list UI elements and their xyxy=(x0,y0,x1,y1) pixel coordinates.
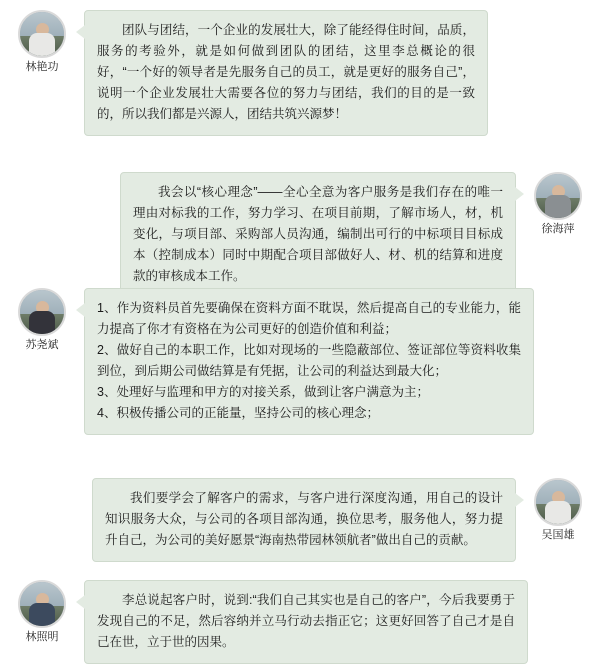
message-row xyxy=(14,580,528,664)
avatar-body xyxy=(29,33,55,57)
speaker-name: 林照明 xyxy=(25,631,59,643)
bubble-tail xyxy=(515,493,524,507)
bubble-tail xyxy=(76,303,85,317)
bubble-tail xyxy=(515,187,524,201)
message-text: 4、积极传播公司的正能量，坚持公司的核心理念； xyxy=(97,406,379,420)
avatar-body xyxy=(29,603,55,627)
message-text: 李总说起客户时，说到:“我们自己其实也是自己的客户”，今后我要勇于发现自己的不足，然后容纳并立马行动去指正它；这更好回答了自己才是自己在世，立于世的因果。 xyxy=(97,593,515,649)
message-bubble xyxy=(84,288,534,435)
speaker xyxy=(14,288,70,352)
message-bubble xyxy=(84,10,488,136)
speaker xyxy=(530,478,586,542)
message-row xyxy=(92,478,586,562)
message-text: 团队与团结，一个企业的发展壮大，除了能经得住时间，品质，服务的考验外，就是如何做到团队的团结，这里李总概论的很好，“一个好的领导者是先服务自己的员工，就是更好的服务自己”，说明一个企业发展壮大需要各位的努力与团结，我们的目的是一致的，所以我们都是兴源人，团结共筑兴源梦！ xyxy=(97,23,475,121)
message-text: 我们要学会了解客户的需求，与客户进行深度沟通，用自己的设计知识服务大众，与公司的各项目部沟通，换位思考，服务他人，努力提升自己，为公司的美好愿景“海南热带园林领航者”做出自己的贡献。 xyxy=(105,491,503,547)
avatar-body xyxy=(545,501,571,525)
speaker xyxy=(530,172,586,236)
message-row xyxy=(120,172,586,298)
avatar-body xyxy=(29,311,55,335)
message-text: 1、作为资料员首先要确保在资料方面不耽误，然后提高自己的专业能力，能力提高了你才有资格在为公司更好的创造价值和利益； xyxy=(97,301,521,336)
avatar xyxy=(534,478,582,526)
speaker-name: 徐海萍 xyxy=(541,223,575,235)
avatar xyxy=(18,288,66,336)
bubble-tail xyxy=(76,595,85,609)
speaker xyxy=(14,10,70,74)
message-text: 3、处理好与监理和甲方的对接关系，做到让客户满意为主； xyxy=(97,385,429,399)
message-bubble xyxy=(84,580,528,664)
message-text: 2、做好自己的本职工作，比如对现场的一些隐蔽部位、签证部位等资料收集到位，到后期公司做结算是有凭据，让公司的利益达到最大化； xyxy=(97,343,521,378)
message-bubble xyxy=(92,478,516,562)
message-bubble xyxy=(120,172,516,298)
message-row xyxy=(14,288,534,435)
message-row xyxy=(14,10,488,136)
speaker-name: 林艳功 xyxy=(25,61,59,73)
speaker-name: 苏尧斌 xyxy=(25,339,59,351)
avatar xyxy=(18,580,66,628)
speaker-name: 吴国雄 xyxy=(541,529,575,541)
speaker xyxy=(14,580,70,644)
avatar-body xyxy=(545,195,571,219)
bubble-tail xyxy=(76,25,85,39)
avatar xyxy=(18,10,66,58)
avatar xyxy=(534,172,582,220)
message-text: 我会以“核心理念”——全心全意为客户服务是我们存在的唯一理由对标我的工作，努力学习、在项目前期，了解市场人，材，机变化，与项目部、采购部人员沟通，编制出可行的中标项目目标成本（控制成本）同时中期配合项目部做好人、材、机的结算和进度款的审核成本工作。 xyxy=(133,185,503,283)
